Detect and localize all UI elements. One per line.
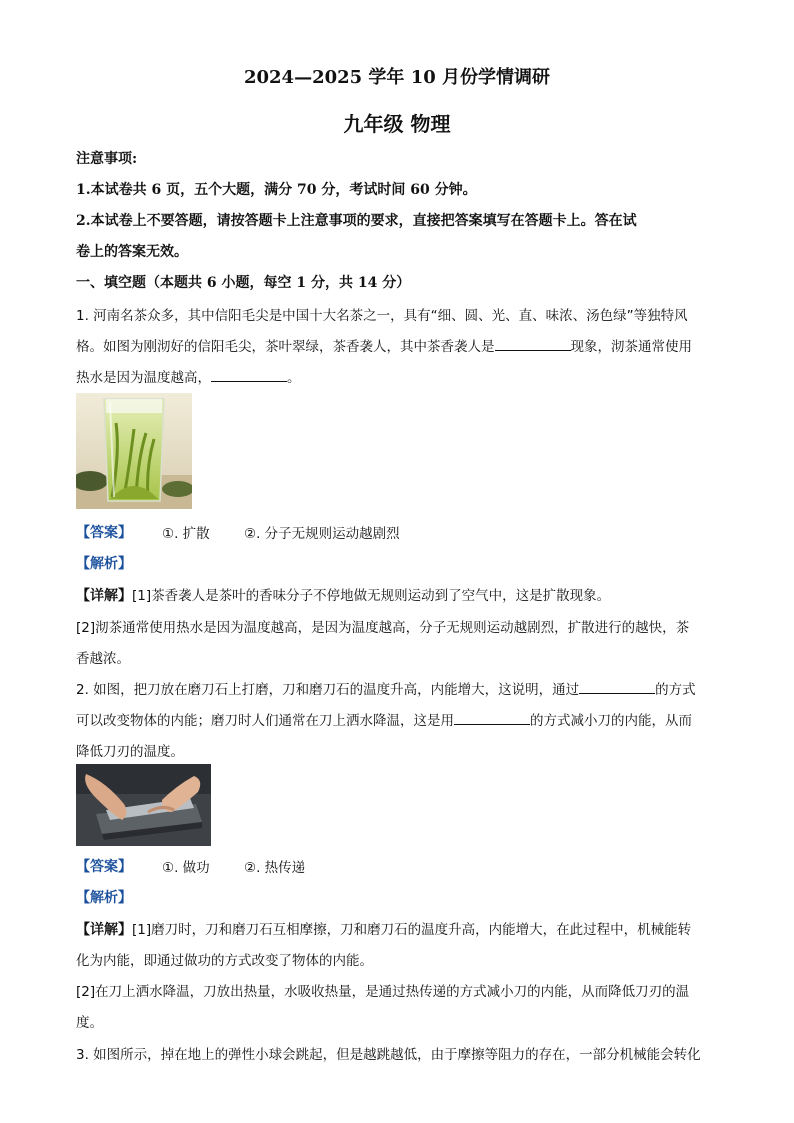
- q1-line-3: [76, 366, 726, 386]
- q2-blank-1: [579, 679, 655, 694]
- q2-blank-2: [454, 710, 530, 725]
- notice-item-2-line-1: 2.本试卷上不要答题，请按答题卡上注意事项的要求，直接把答案填写在答题卡上。答在试: [76, 213, 637, 229]
- q2-detail-2-line-1: [2]在刀上洒水降温，刀放出热量，水吸收热量，是通过热传递的方式减小刀的内能，从而降低刀刃的温: [76, 984, 690, 1000]
- q1-detail-1: 【详解】[1]茶香袭人是茶叶的香味分子不停地做无规则运动到了空气中，这是扩散现象。: [76, 588, 611, 604]
- q1-line-3-pre: 热水是因为温度越高，: [76, 370, 211, 386]
- whetstone-image: [76, 764, 211, 846]
- q2-line-2: 可以改变物体的内能；磨刀时人们通常在刀上洒水降温，这是用 的方式减小刀的内能，从而: [76, 709, 726, 729]
- q1-detail-2-line-1: [2]沏茶通常使用热水是因为温度越高，是因为温度越高，分子无规则运动越剧烈，扩散进行的越快，茶: [76, 620, 690, 636]
- notice-heading: 注意事项:: [76, 151, 138, 167]
- q3-line-1: 3. 如图所示，掉在地上的弹性小球会跳起，但是越跳越低，由于摩擦等阻力的存在，一部分机械能会转化: [76, 1047, 701, 1063]
- q1-answer-1: ①. 扩散: [162, 526, 210, 542]
- q1-line-1: 1. 河南名茶众多，其中信阳毛尖是中国十大名茶之一，具有“细、圆、光、直、味浓、汤色绿”等独特风: [76, 308, 688, 324]
- q2-detail-tag: 【详解】: [76, 922, 132, 938]
- q1-analysis-tag: 【解析】: [76, 556, 132, 572]
- q1-blank-1: [495, 336, 571, 351]
- q2-detail-1-line-2: 化为内能，即通过做功的方式改变了物体的内能。: [76, 953, 373, 969]
- q1-line-3-post: 。: [287, 370, 301, 386]
- q2-line-3: 降低刀刃的温度。: [76, 744, 184, 760]
- q1-line-2-pre: 格。如图为刚沏好的信阳毛尖，茶叶翠绿，茶香袭人，其中茶香袭人是: [76, 339, 495, 355]
- q2-analysis-tag: 【解析】: [76, 890, 132, 906]
- q2-answer-1: ①. 做功: [162, 860, 210, 876]
- q1-answer-tag: 【答案】: [76, 525, 132, 541]
- exam-subtitle: 九年级 物理: [343, 112, 451, 136]
- q2-detail-1-line-1: 【详解】[1]磨刀时，刀和磨刀石互相摩擦，刀和磨刀石的温度升高，内能增大，在此过程中，机械能转: [76, 922, 692, 938]
- section-1-heading: 一、填空题（本题共 6 小题，每空 1 分，共 14 分）: [76, 275, 411, 291]
- q1-detail-tag: 【详解】: [76, 588, 132, 604]
- tea-glass-image: [76, 393, 192, 509]
- notice-item-2-line-2: 卷上的答案无效。: [76, 244, 188, 260]
- q1-line-2: [76, 335, 726, 355]
- q2-line-1: 2. 如图，把刀放在磨刀石上打磨，刀和磨刀石的温度升高，内能增大，这说明，通过 的方式: [76, 678, 726, 698]
- q1-line-2-post: 现象，沏茶通常使用: [570, 339, 692, 355]
- q2-answer-tag: 【答案】: [76, 859, 132, 875]
- q1-detail-2-line-2: 香越浓。: [76, 651, 130, 667]
- q1-answer-2: ②. 分子无规则运动越剧烈: [244, 526, 400, 542]
- exam-title: 2024—2025 学年 10 月份学情调研: [243, 67, 551, 88]
- q2-detail-2-line-2: 度。: [76, 1015, 103, 1031]
- notice-item-1: 1.本试卷共 6 页，五个大题，满分 70 分，考试时间 60 分钟。: [76, 182, 477, 198]
- q2-answer-2: ②. 热传递: [244, 860, 306, 876]
- q1-blank-2: [211, 367, 287, 382]
